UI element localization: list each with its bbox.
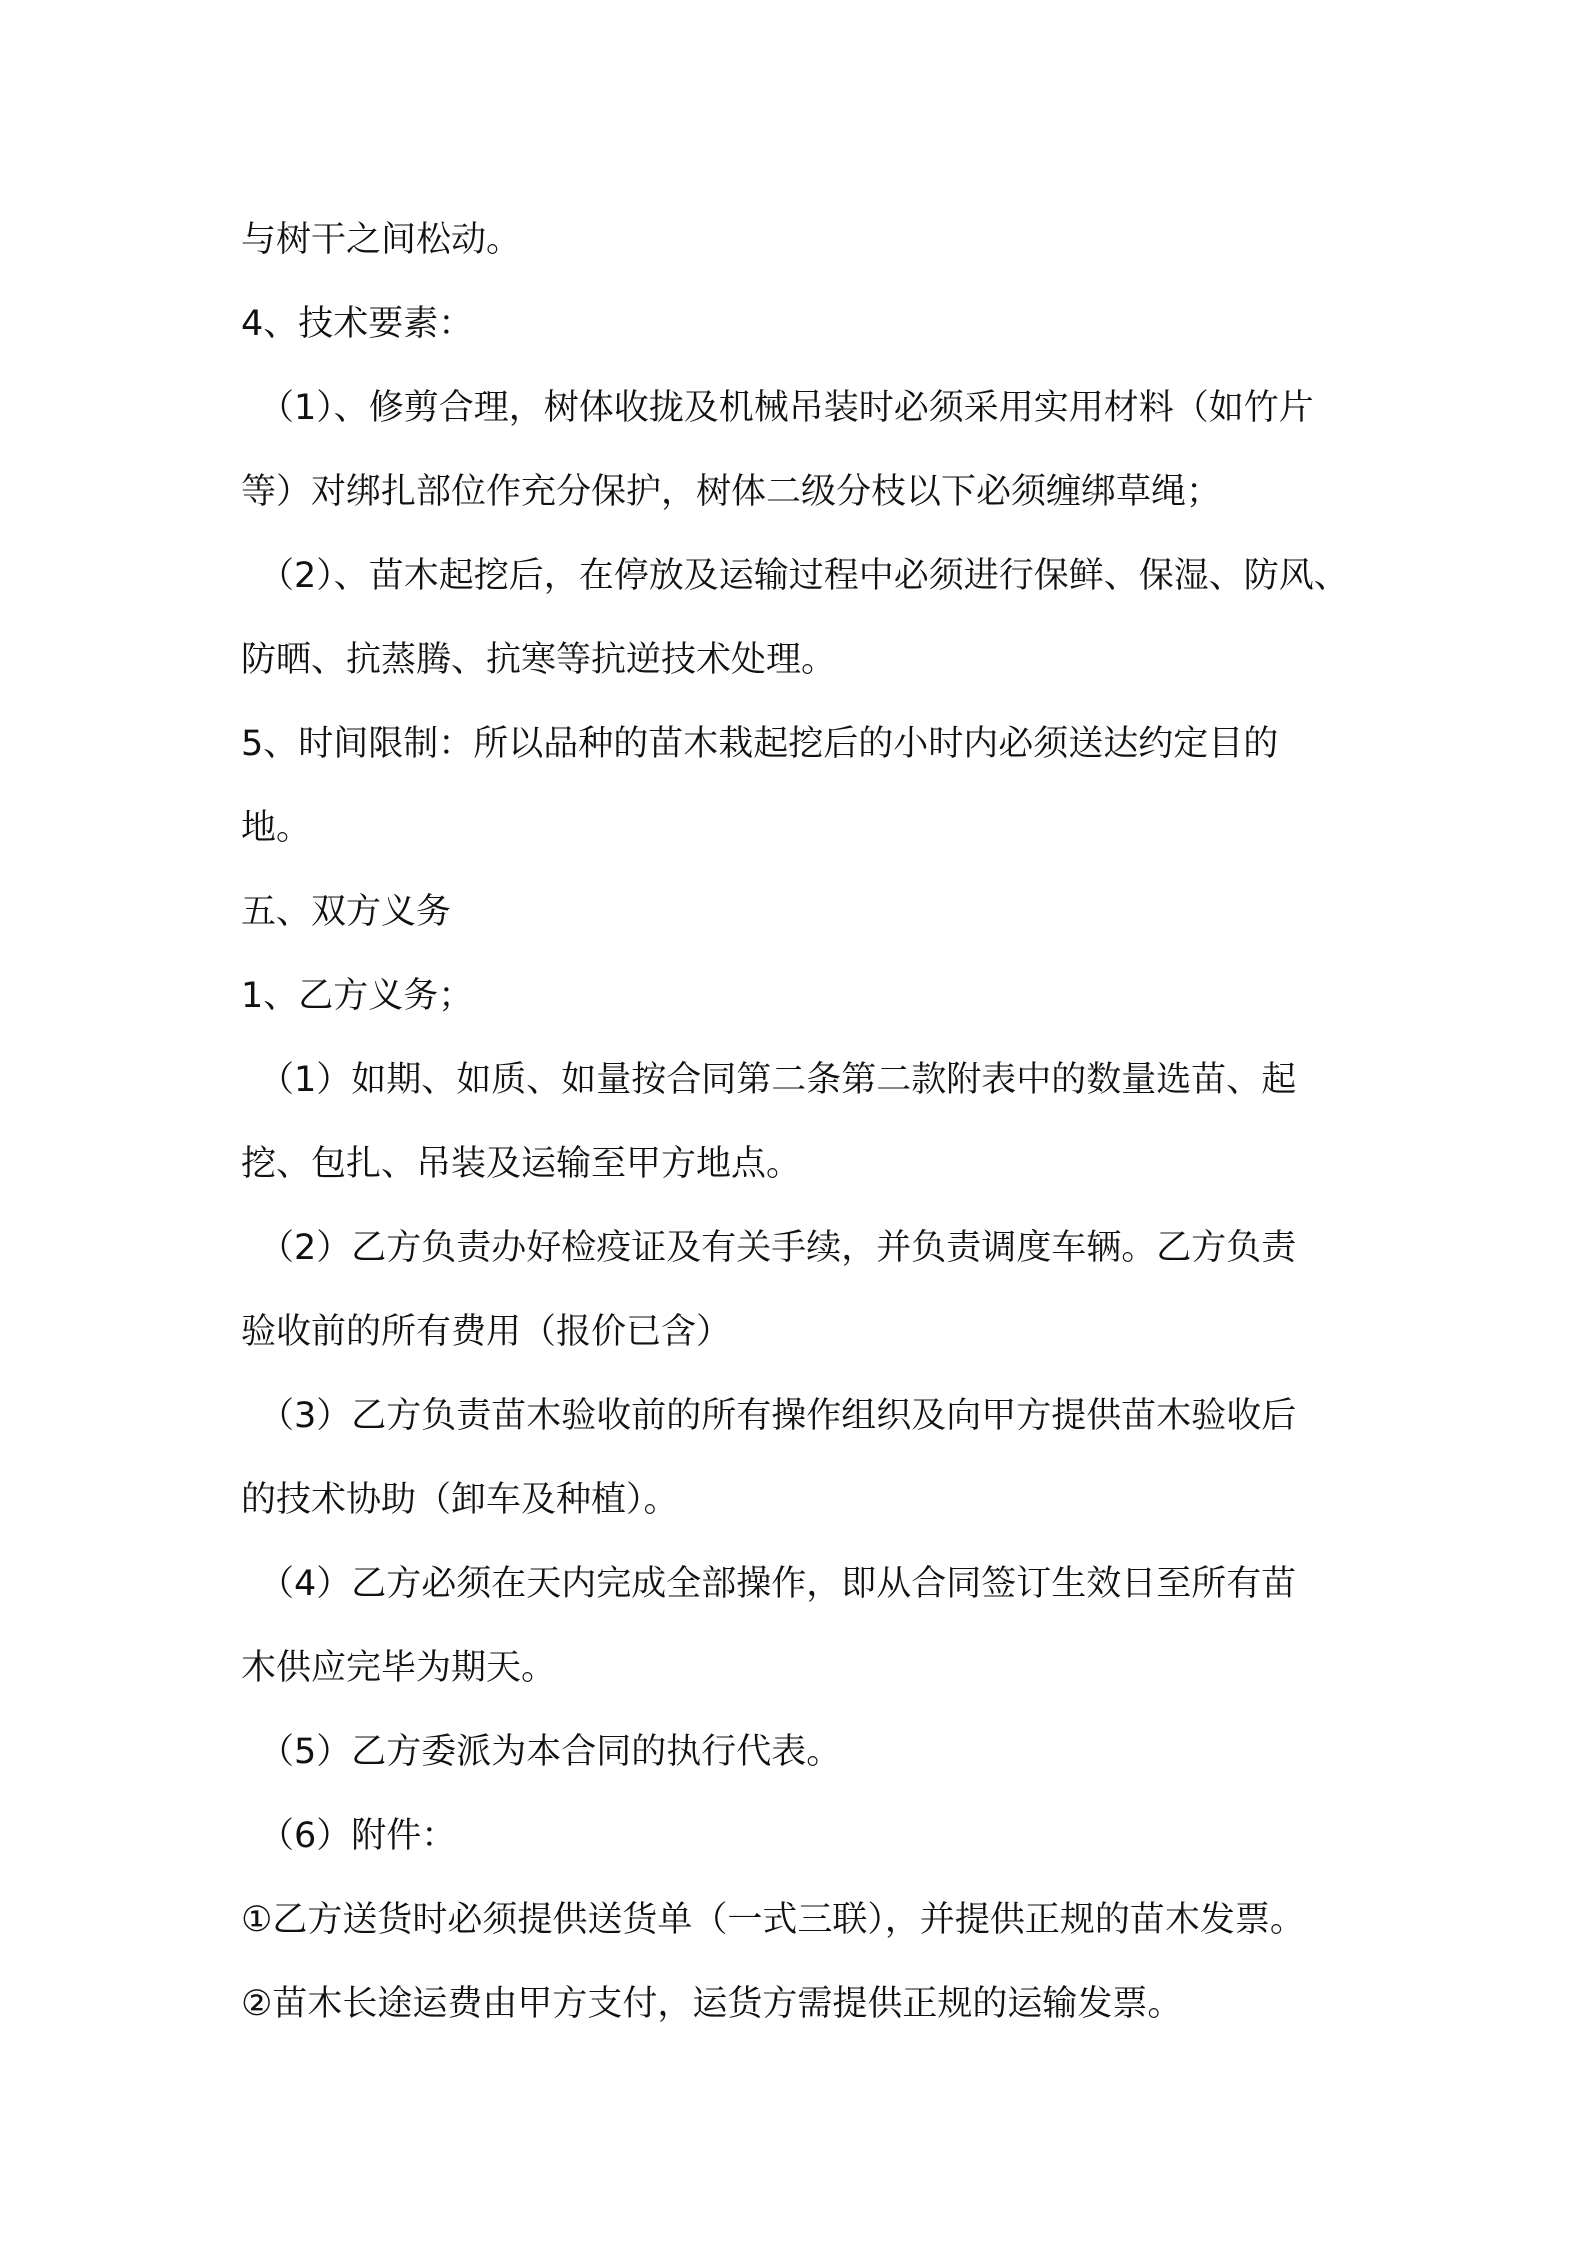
text-line: （3）乙方负责苗木验收前的所有操作组织及向甲方提供苗木验收后 [259,1396,1297,1436]
text-line: ②苗木长途运费由甲方支付，运货方需提供正规的运输发票。 [241,1984,1183,2024]
text-line: 验收前的所有费用（报价已含） [241,1312,732,1352]
section-heading: 五、双方义务 [241,892,452,932]
text-line: （2）乙方负责办好检疫证及有关手续，并负责调度车辆。乙方负责 [259,1228,1297,1268]
text-line: ①乙方送货时必须提供送货单（一式三联），并提供正规的苗木发票。 [241,1900,1305,1940]
text-line: 木供应完毕为期天。 [241,1648,557,1688]
section-heading: 1、乙方义务； [241,976,474,1016]
text-line: （5）乙方委派为本合同的执行代表。 [259,1732,842,1772]
text-line: （1）、修剪合理，树体收拢及机械吊装时必须采用实用材料（如竹片 [259,388,1314,428]
section-heading: 4、技术要素： [241,304,474,344]
text-line: 防晒、抗蒸腾、抗寒等抗逆技术处理。 [241,640,837,680]
text-line: （4）乙方必须在天内完成全部操作，即从合同签订生效日至所有苗 [259,1564,1297,1604]
text-line: 的技术协助（卸车及种植）。 [241,1480,679,1520]
text-line: （1）如期、如质、如量按合同第二条第二款附表中的数量选苗、起 [259,1060,1297,1100]
document-body [241,198,1371,2046]
text-line: （2）、苗木起挖后，在停放及运输过程中必须进行保鲜、保湿、防风、 [259,556,1349,596]
text-line: 地。 [241,808,312,848]
text-line: 等）对绑扎部位作充分保护，树体二级分枝以下必须缠绑草绳； [241,472,1222,512]
text-line: 5、时间限制：所以品种的苗木栽起挖后的小时内必须送达约定目的 [241,724,1279,764]
text-line: 与树干之间松动。 [241,220,522,260]
text-line: （6）附件： [259,1816,457,1856]
text-line: 挖、包扎、吊装及运输至甲方地点。 [241,1144,802,1184]
